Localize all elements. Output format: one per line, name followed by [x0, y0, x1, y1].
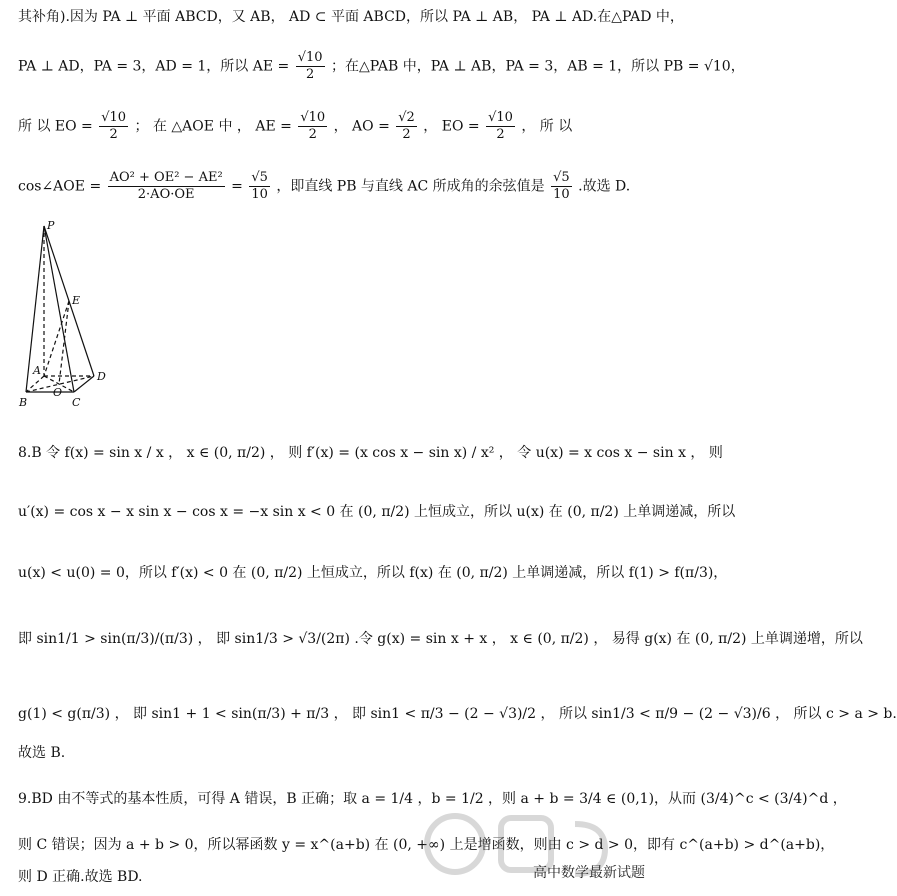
pyramid-diagram — [14, 216, 124, 416]
solution-text: ，即直线 PB 与直线 AC 所成角的余弦值是 — [276, 178, 545, 195]
edge-PC — [44, 226, 74, 392]
fraction: $\frac{√10}{2}$ — [488, 110, 513, 142]
fraction: $\frac{√10}{2}$ — [101, 110, 127, 142]
solution-text: 即 sin1/1 > sin(π/3)/(π/3) ， 即 sin1/3 > √3/(2π) .令 g(x) = sin x + x ， x ∈ (0, π/2) ， 易得 g(x) 在 (0, π/2) 上单调递增，所以 — [18, 631, 863, 647]
fraction: $\frac{√2}{2}$ — [398, 110, 415, 142]
solution-text: .故选 D. — [578, 178, 631, 195]
label-E: E — [72, 294, 81, 307]
label-B: B — [19, 396, 28, 409]
line-AE — [44, 301, 69, 376]
text-line — [18, 630, 863, 648]
solution-text: 其补角).因为 PA ⊥ 平面 ABCD，又 AB， AD ⊂ 平面 ABCD，所以 PA ⊥ AB， PA ⊥ AD.在△PAD 中， — [18, 9, 684, 25]
watermark-text: 高中数学最新试题 — [533, 865, 645, 881]
solution-text: 则 D 正确.故选 BD. — [18, 869, 143, 885]
solution-text: ；在△PAB 中，PA ⊥ AB，PA = 3，AB = 1，所以 PB = √10， — [331, 58, 745, 75]
text-line — [18, 170, 651, 203]
solution-text: 8.B 令 f(x) = sin x / x ， x ∈ (0, π/2) ， 则 f′(x) = (x cos x − sin x) / x² ， 令 u(x) = x cos x − sin x ， 则 — [18, 445, 723, 461]
solution-text: u(x) < u(0) = 0，所以 f′(x) < 0 在 (0, π/2) 上恒成立，所以 f(x) 在 (0, π/2) 上单调递减，所以 f(1) > f(π/3)， — [18, 565, 728, 581]
solution-text: g(1) < g(π/3) ， 即 sin1 + 1 < sin(π/3) + π/3 ， 即 sin1 < π/3 − (2 − √3)/2 ， 所以 sin1/3 < π/9 − (2 − √3)/6 ， 所以 c > a > b. — [18, 706, 897, 722]
solution-text: ， EO = — [423, 118, 480, 135]
text-line — [18, 503, 736, 521]
label-P: P — [47, 219, 55, 232]
solution-text: cos∠AOE = — [18, 178, 102, 195]
text-line — [18, 50, 745, 83]
solution-text: 所 以 EO = — [18, 118, 93, 135]
solution-text: ， 所 以 — [521, 118, 573, 135]
solution-text: 9.BD 由不等式的基本性质，可得 A 错误，B 正确；取 a = 1/4 ，b = 1/2 ，则 a + b = 3/4 ∈ (0,1)，从而 (3/4)^c < (3/4)^d ， — [18, 791, 847, 807]
solution-text: ； 在 △AOE 中 ， AE = — [134, 118, 292, 135]
solution-text: 则 C 错误；因为 a + b > 0，所以幂函数 y = x^(a+b) 在 (0, +∞) 上是增函数，则由 c > d > 0，即有 c^(a+b) > d^(a+b)， — [18, 837, 835, 853]
solution-text: = — [231, 178, 243, 195]
fraction: $\frac{√5}{10}$ — [251, 170, 268, 202]
label-D: D — [97, 370, 106, 383]
solution-text: 故选 B. — [18, 745, 66, 761]
solution-text: u′(x) = cos x − x sin x − cos x = −x sin x < 0 在 (0, π/2) 上恒成立，所以 u(x) 在 (0, π/2) 上单调递减，所以 — [18, 504, 736, 520]
label-C: C — [72, 396, 81, 409]
text-line — [18, 744, 651, 762]
text-line — [18, 705, 897, 723]
fraction: $\frac{\text{AO² + OE² − AE²}}{2\cdot AO\cdot OE}$ — [109, 170, 223, 202]
fraction: $\frac{√10}{2}$ — [297, 50, 323, 82]
line-EO — [59, 301, 69, 384]
text-line — [18, 110, 651, 143]
text-line — [18, 8, 684, 26]
solution-text: PA ⊥ AD，PA = 3，AD = 1，所以 AE = — [18, 58, 290, 75]
fraction: $\frac{√10}{2}$ — [300, 110, 326, 142]
text-line — [18, 444, 723, 462]
solution-text: ， AO = — [333, 118, 390, 135]
fraction: $\frac{√5}{10}$ — [553, 170, 570, 202]
label-A: A — [33, 364, 41, 377]
label-O: O — [53, 386, 63, 399]
text-line — [18, 564, 728, 582]
